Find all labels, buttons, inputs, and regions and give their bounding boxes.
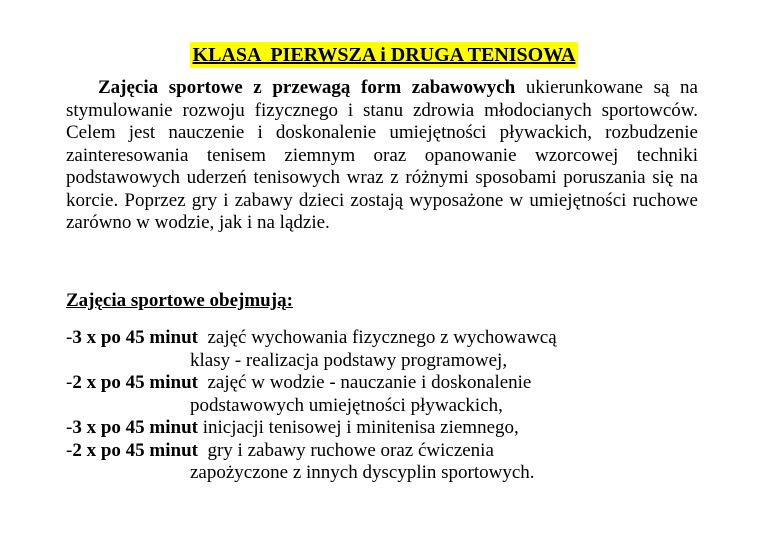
schedule-description: zajęć w wodzie - nauczanie i doskonalenie (197, 372, 532, 393)
schedule-description: inicjacji tenisowej i minitenisa ziemnego, (197, 417, 519, 438)
title-container (0, 42, 768, 68)
page-title: KLASA PIERWSZA i DRUGA TENISOWA (190, 42, 579, 68)
schedule-list (66, 327, 706, 485)
schedule-description: gry i zabawy ruchowe oraz ćwiczenia (197, 439, 494, 461)
schedule-dash: - (66, 417, 73, 438)
schedule-dash: - (66, 439, 73, 461)
schedule-item (66, 372, 706, 417)
schedule-duration: 2 x po 45 minut (72, 372, 198, 393)
schedule-continuation: podstawowych umiejętności pływackich, (190, 394, 503, 416)
schedule-duration: 3 x po 45 minut (72, 327, 198, 348)
schedule-dash: - (66, 327, 73, 348)
schedule-continuation: zapożyczone z innych dyscyplin sportowych. (190, 462, 535, 483)
intro-paragraph (66, 77, 698, 235)
schedule-item (66, 327, 706, 372)
section-heading: Zajęcia sportowe obejmują: (66, 290, 293, 311)
schedule-duration: 2 x po 45 minut (72, 439, 198, 461)
intro-bold-lead: Zajęcia sportowe z przewagą form zabawowych (98, 77, 516, 98)
schedule-item (66, 417, 706, 440)
schedule-description: zajęć wychowania fizycznego z wychowawcą (197, 327, 557, 348)
schedule-item (66, 440, 706, 485)
schedule-duration: 3 x po 45 minut (72, 417, 198, 438)
schedule-dash: - (66, 372, 73, 393)
schedule-continuation: klasy - realizacja podstawy programowej, (190, 349, 508, 371)
intro-text: ukierunkowane są na stymulowanie rozwoju fizycznego i stanu zdrowia młodocianych sportowców. Celem jest nauczenie i doskonalenie umiejętności pływackich, rozbudzenie zainteresowania tenisem ziemnym oraz opanowanie wzorcowej techniki podstawowych uderzeń tenisowych wraz z różnymi sposobami poruszania się na korcie. Poprzez gry i zabawy dzieci zostają wyposażone w umiejętności ruchowe zarówno w wodzie, jak i na lądzie. (66, 77, 698, 233)
